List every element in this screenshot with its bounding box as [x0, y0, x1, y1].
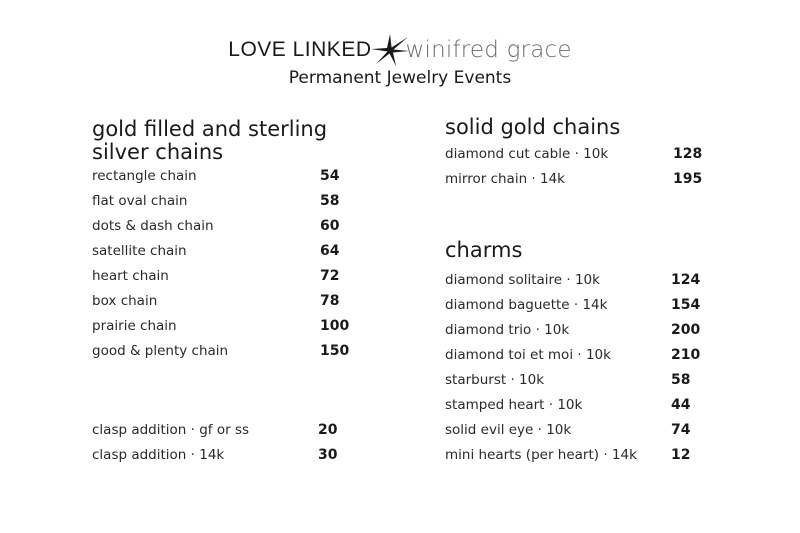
item-price: 60	[320, 218, 340, 234]
price-row	[92, 289, 412, 314]
section-title-charms: charms	[445, 238, 523, 262]
section-title-solid-gold: solid gold chains	[445, 115, 621, 139]
price-row	[92, 443, 412, 468]
price-row	[92, 239, 412, 264]
item-price: 58	[320, 193, 340, 209]
sparkle-star-icon	[370, 32, 410, 68]
price-row	[445, 343, 765, 368]
item-price: 58	[671, 372, 691, 388]
item-name: mini hearts (per heart) · 14k	[445, 447, 637, 463]
item-price: 54	[320, 168, 340, 184]
section-title-gold-filled: gold filled and sterling silver chains	[92, 117, 328, 164]
price-row	[92, 214, 412, 239]
price-row	[445, 393, 765, 418]
item-name: mirror chain · 14k	[445, 171, 565, 187]
item-price: 128	[673, 146, 703, 162]
item-price: 154	[671, 297, 701, 313]
item-price: 12	[671, 447, 691, 463]
item-name: diamond baguette · 14k	[445, 297, 608, 313]
item-name: good & plenty chain	[92, 343, 229, 359]
price-row	[445, 368, 765, 393]
brand-winifred-grace: winifred grace	[405, 37, 572, 63]
price-row	[445, 142, 765, 167]
price-row	[445, 418, 765, 443]
item-price: 210	[671, 347, 701, 363]
item-price: 72	[320, 268, 340, 284]
price-row	[92, 339, 412, 364]
item-name: diamond cut cable · 10k	[445, 146, 609, 162]
item-price: 124	[671, 272, 701, 288]
item-price: 78	[320, 293, 340, 309]
price-row	[92, 189, 412, 214]
price-row	[92, 314, 412, 339]
item-name: prairie chain	[92, 318, 177, 334]
item-price: 200	[671, 322, 701, 338]
price-row	[92, 164, 412, 189]
item-price: 64	[320, 243, 340, 259]
price-row	[92, 264, 412, 289]
price-row	[92, 418, 412, 443]
item-price: 150	[320, 343, 350, 359]
item-price: 30	[318, 447, 338, 463]
item-name: clasp addition · 14k	[92, 447, 225, 463]
item-price: 20	[318, 422, 338, 438]
item-name: rectangle chain	[92, 168, 197, 184]
item-name: satellite chain	[92, 243, 187, 259]
price-row	[445, 318, 765, 343]
item-name: diamond trio · 10k	[445, 322, 570, 338]
item-name: dots & dash chain	[92, 218, 214, 234]
page-subtitle: Permanent Jewelry Events	[288, 68, 512, 88]
item-name: diamond toi et moi · 10k	[445, 347, 611, 363]
item-price: 100	[320, 318, 350, 334]
price-row	[445, 167, 765, 192]
item-name: stamped heart · 10k	[445, 397, 583, 413]
item-price: 195	[673, 171, 703, 187]
header	[0, 32, 800, 88]
item-name: box chain	[92, 293, 158, 309]
item-name: heart chain	[92, 268, 169, 284]
price-row	[445, 443, 765, 468]
item-name: clasp addition · gf or ss	[92, 422, 250, 438]
item-price: 74	[671, 422, 691, 438]
item-price: 44	[671, 397, 691, 413]
logo	[0, 32, 800, 68]
item-name: starburst · 10k	[445, 372, 545, 388]
price-row	[445, 268, 765, 293]
item-name: diamond solitaire · 10k	[445, 272, 600, 288]
item-name: solid evil eye · 10k	[445, 422, 572, 438]
price-row	[445, 293, 765, 318]
item-name: flat oval chain	[92, 193, 188, 209]
brand-love-linked: LOVE LINKED	[228, 38, 372, 61]
